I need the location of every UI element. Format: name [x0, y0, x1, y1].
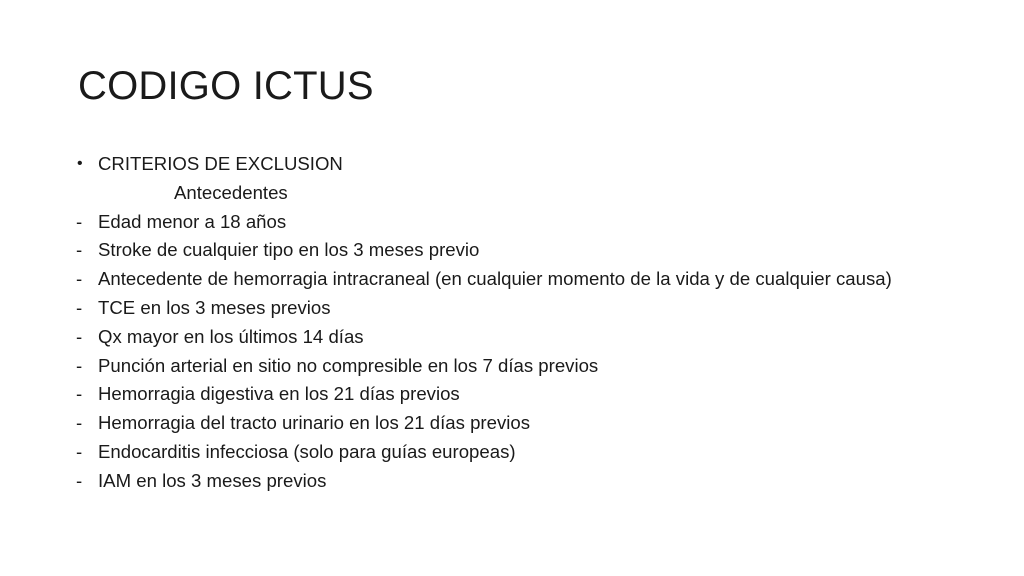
- list-item: [76, 236, 996, 265]
- dash-marker: -: [76, 325, 83, 347]
- list-item-text: Edad menor a 18 años: [98, 210, 287, 232]
- dash-marker: -: [76, 440, 83, 462]
- list-item: [76, 409, 996, 438]
- list-item-text: Stroke de cualquier tipo en los 3 meses previo: [98, 239, 480, 261]
- list-item: [76, 294, 996, 323]
- slide-title: CODIGO ICTUS: [78, 64, 374, 108]
- heading-row: [76, 150, 996, 179]
- dash-marker: -: [76, 469, 83, 491]
- criteria-list: [76, 208, 996, 496]
- list-item: [76, 438, 996, 467]
- bullet-icon: •: [77, 155, 83, 172]
- list-item-text: Endocarditis infecciosa (solo para guías europeas): [98, 440, 516, 462]
- list-item: [76, 467, 996, 496]
- list-item: [76, 208, 996, 237]
- exclusion-criteria-heading: CRITERIOS DE EXCLUSION: [98, 153, 343, 174]
- dash-marker: -: [76, 354, 83, 376]
- list-item: [76, 380, 996, 409]
- list-item: [76, 265, 996, 294]
- list-item-text: IAM en los 3 meses previos: [98, 469, 327, 491]
- subheading-row: [76, 179, 996, 208]
- dash-marker: -: [76, 383, 83, 405]
- dash-marker: -: [76, 412, 83, 434]
- list-item-text: Hemorragia del tracto urinario en los 21 días previos: [98, 412, 531, 434]
- list-item: [76, 352, 996, 381]
- list-item-text: Antecedente de hemorragia intracraneal (en cualquier momento de la vida y de cualquier causa): [98, 268, 892, 290]
- dash-marker: -: [76, 210, 83, 232]
- dash-marker: -: [76, 268, 83, 290]
- list-item-text: Punción arterial en sitio no compresible en los 7 días previos: [98, 354, 599, 376]
- list-item: [76, 323, 996, 352]
- slide-content: [76, 150, 996, 496]
- list-item-text: Qx mayor en los últimos 14 días: [98, 325, 364, 347]
- dash-marker: -: [76, 239, 83, 261]
- list-item-text: Hemorragia digestiva en los 21 días previos: [98, 383, 460, 405]
- dash-marker: -: [76, 296, 83, 318]
- antecedents-subheading: Antecedentes: [174, 181, 288, 203]
- list-item-text: TCE en los 3 meses previos: [98, 296, 331, 318]
